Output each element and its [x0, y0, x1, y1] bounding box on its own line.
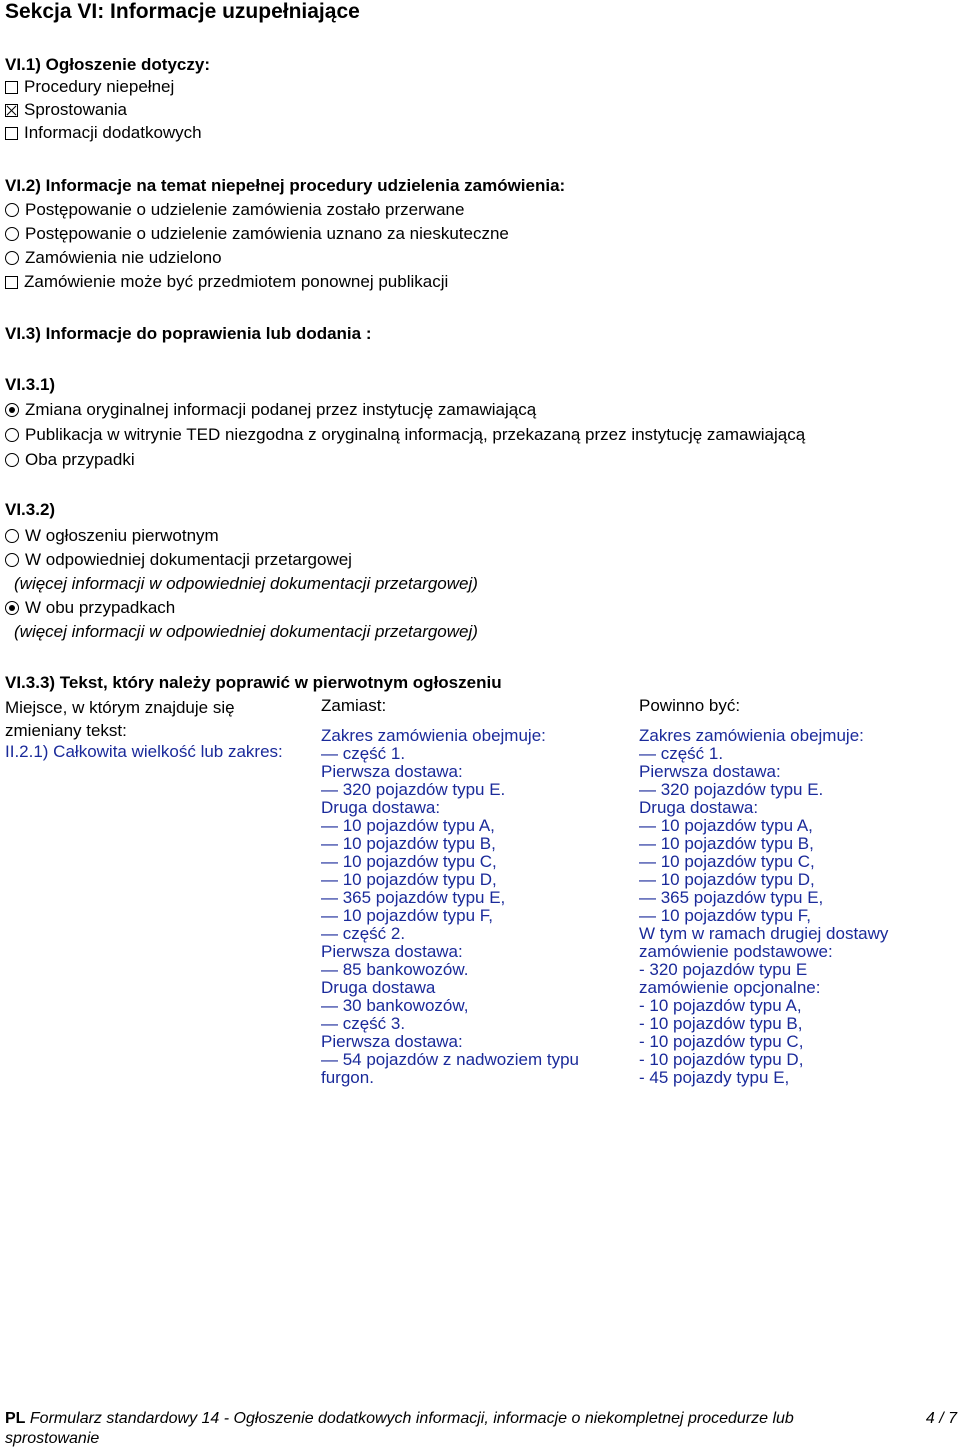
vi32-radio-documentation [5, 550, 352, 570]
instead-line: — 10 pojazdów typu A, [321, 816, 495, 835]
col-place-line: Miejsce, w którym znajduje się [5, 698, 235, 717]
footer-form-name: Formularz standardowy 14 - Ogłoszenie dodatkowych informacji, informacje o niekompletnej procedurze lub [29, 1410, 794, 1427]
page-footer [5, 1409, 957, 1449]
vi32-radio-label: W odpowiedniej dokumentacji przetargowej [25, 550, 352, 569]
instead-line: Druga dostawa: [321, 798, 441, 817]
vi33-place-value: II.2.1) Całkowita wielkość lub zakres: [5, 742, 283, 761]
instead-line: Pierwsza dostawa: [321, 1032, 463, 1051]
vi2-radio-interrupted [5, 200, 464, 220]
vi1-option-correction [5, 100, 127, 120]
instead-line: — część 3. [321, 1014, 406, 1033]
should-line: — 365 pojazdów typu E, [639, 888, 824, 907]
should-line: zamówienie podstawowe: [639, 942, 833, 961]
vi31-radio-change [5, 400, 536, 420]
col-place-line: zmieniany tekst: [5, 721, 127, 740]
radio-selected-icon [5, 403, 19, 417]
vi3-title: VI.3) Informacje do poprawienia lub dodania : [5, 324, 372, 343]
vi2-title: VI.2) Informacje na temat niepełnej procedury udzielenia zamówienia: [5, 176, 566, 195]
vi31-radio-label: Zmiana oryginalnej informacji podanej przez instytucję zamawiającą [25, 400, 537, 419]
instead-line: — 85 bankowozów. [321, 960, 469, 979]
vi31-title: VI.3.1) [5, 375, 56, 394]
vi33-should-text [639, 727, 888, 1087]
vi1-option-label: Procedury niepełnej [24, 77, 175, 96]
instead-line: — 365 pojazdów typu E, [321, 888, 506, 907]
vi32-note: (więcej informacji w odpowiedniej dokumentacji przetargowej) [14, 622, 478, 641]
footer-lang: PL [5, 1410, 26, 1427]
should-line: - 10 pojazdów typu A, [639, 996, 802, 1015]
should-line: W tym w ramach drugiej dostawy [639, 924, 889, 943]
instead-line: — 10 pojazdów typu D, [321, 870, 497, 889]
should-line: - 45 pojazdy typu E, [639, 1068, 790, 1087]
should-line: — 10 pojazdów typu A, [639, 816, 813, 835]
instead-line: furgon. [321, 1068, 374, 1087]
should-line: — 10 pojazdów typu F, [639, 906, 811, 925]
vi2-radio-label: Postępowanie o udzielenie zamówienia zostało przerwane [25, 200, 465, 219]
vi2-radio-label: Zamówienia nie udzielono [25, 248, 222, 267]
should-line: zamówienie opcjonalne: [639, 978, 821, 997]
vi32-radio-label: W obu przypadkach [25, 598, 176, 617]
vi1-option-label: Informacji dodatkowych [24, 123, 202, 142]
instead-line: — 30 bankowozów, [321, 996, 469, 1015]
checkbox-empty-icon [5, 81, 18, 94]
instead-line: — 320 pojazdów typu E. [321, 780, 506, 799]
radio-empty-icon [5, 251, 19, 265]
radio-empty-icon [5, 203, 19, 217]
radio-empty-icon [5, 553, 19, 567]
vi31-radio-ted [5, 425, 805, 445]
vi2-checkbox-label: Zamówienie może być przedmiotem ponownej publikacji [24, 272, 449, 291]
section-title: Sekcja VI: Informacje uzupełniające [5, 0, 360, 23]
should-line: - 320 pojazdów typu E [639, 960, 808, 979]
vi1-option-label: Sprostowania [24, 100, 128, 119]
vi32-radio-both [5, 598, 175, 618]
checkbox-empty-icon [5, 276, 18, 289]
instead-line: — 10 pojazdów typu B, [321, 834, 496, 853]
vi1-option-incomplete [5, 77, 174, 97]
vi32-title: VI.3.2) [5, 500, 56, 519]
vi33-instead-text [321, 727, 579, 1087]
instead-line: Druga dostawa [321, 978, 436, 997]
instead-line: — 54 pojazdów z nadwoziem typu [321, 1050, 579, 1069]
vi2-radio-not-awarded [5, 248, 222, 268]
radio-empty-icon [5, 529, 19, 543]
instead-line: — część 1. [321, 744, 406, 763]
should-line: - 10 pojazdów typu B, [639, 1014, 803, 1033]
vi2-radio-label: Postępowanie o udzielenie zamówienia uznano za nieskuteczne [25, 224, 509, 243]
should-line: Zakres zamówienia obejmuje: [639, 726, 864, 745]
footer-form-name-cont: sprostowanie [5, 1430, 100, 1447]
vi33-col-should-header: Powinno być: [639, 696, 741, 715]
should-line: - 10 pojazdów typu D, [639, 1050, 804, 1069]
radio-selected-icon [5, 601, 19, 615]
checkbox-checked-icon [5, 104, 18, 117]
instead-line: — 10 pojazdów typu C, [321, 852, 497, 871]
should-line: — część 1. [639, 744, 724, 763]
vi32-radio-original [5, 526, 219, 546]
vi31-radio-label: Oba przypadki [25, 450, 135, 469]
vi33-title: VI.3.3) Tekst, który należy poprawić w pierwotnym ogłoszeniu [5, 673, 502, 692]
radio-empty-icon [5, 453, 19, 467]
footer-page-number: 4 / 7 [925, 1410, 957, 1427]
vi32-note: (więcej informacji w odpowiedniej dokumentacji przetargowej) [14, 574, 478, 593]
vi32-radio-label: W ogłoszeniu pierwotnym [25, 526, 219, 545]
vi1-option-additional [5, 123, 202, 143]
should-line: — 320 pojazdów typu E. [639, 780, 824, 799]
vi31-radio-both [5, 450, 135, 470]
should-line: — 10 pojazdów typu D, [639, 870, 815, 889]
vi33-col-instead-header: Zamiast: [321, 696, 387, 715]
radio-empty-icon [5, 227, 19, 241]
vi31-radio-label: Publikacja w witrynie TED niezgodna z oryginalną informacją, przekazaną przez instytucję zamawiającą [25, 425, 806, 444]
instead-line: — część 2. [321, 924, 406, 943]
instead-line: Pierwsza dostawa: [321, 762, 463, 781]
instead-line: Pierwsza dostawa: [321, 942, 463, 961]
should-line: — 10 pojazdów typu B, [639, 834, 814, 853]
vi1-title: VI.1) Ogłoszenie dotyczy: [5, 55, 210, 74]
should-line: Druga dostawa: [639, 798, 759, 817]
instead-line: Zakres zamówienia obejmuje: [321, 726, 546, 745]
should-line: - 10 pojazdów typu C, [639, 1032, 804, 1051]
vi33-col-place-header [5, 696, 235, 742]
should-line: — 10 pojazdów typu C, [639, 852, 815, 871]
vi2-checkbox-republish [5, 272, 448, 292]
checkbox-empty-icon [5, 127, 18, 140]
should-line: Pierwsza dostawa: [639, 762, 781, 781]
vi2-radio-ineffective [5, 224, 509, 244]
instead-line: — 10 pojazdów typu F, [321, 906, 493, 925]
radio-empty-icon [5, 428, 19, 442]
